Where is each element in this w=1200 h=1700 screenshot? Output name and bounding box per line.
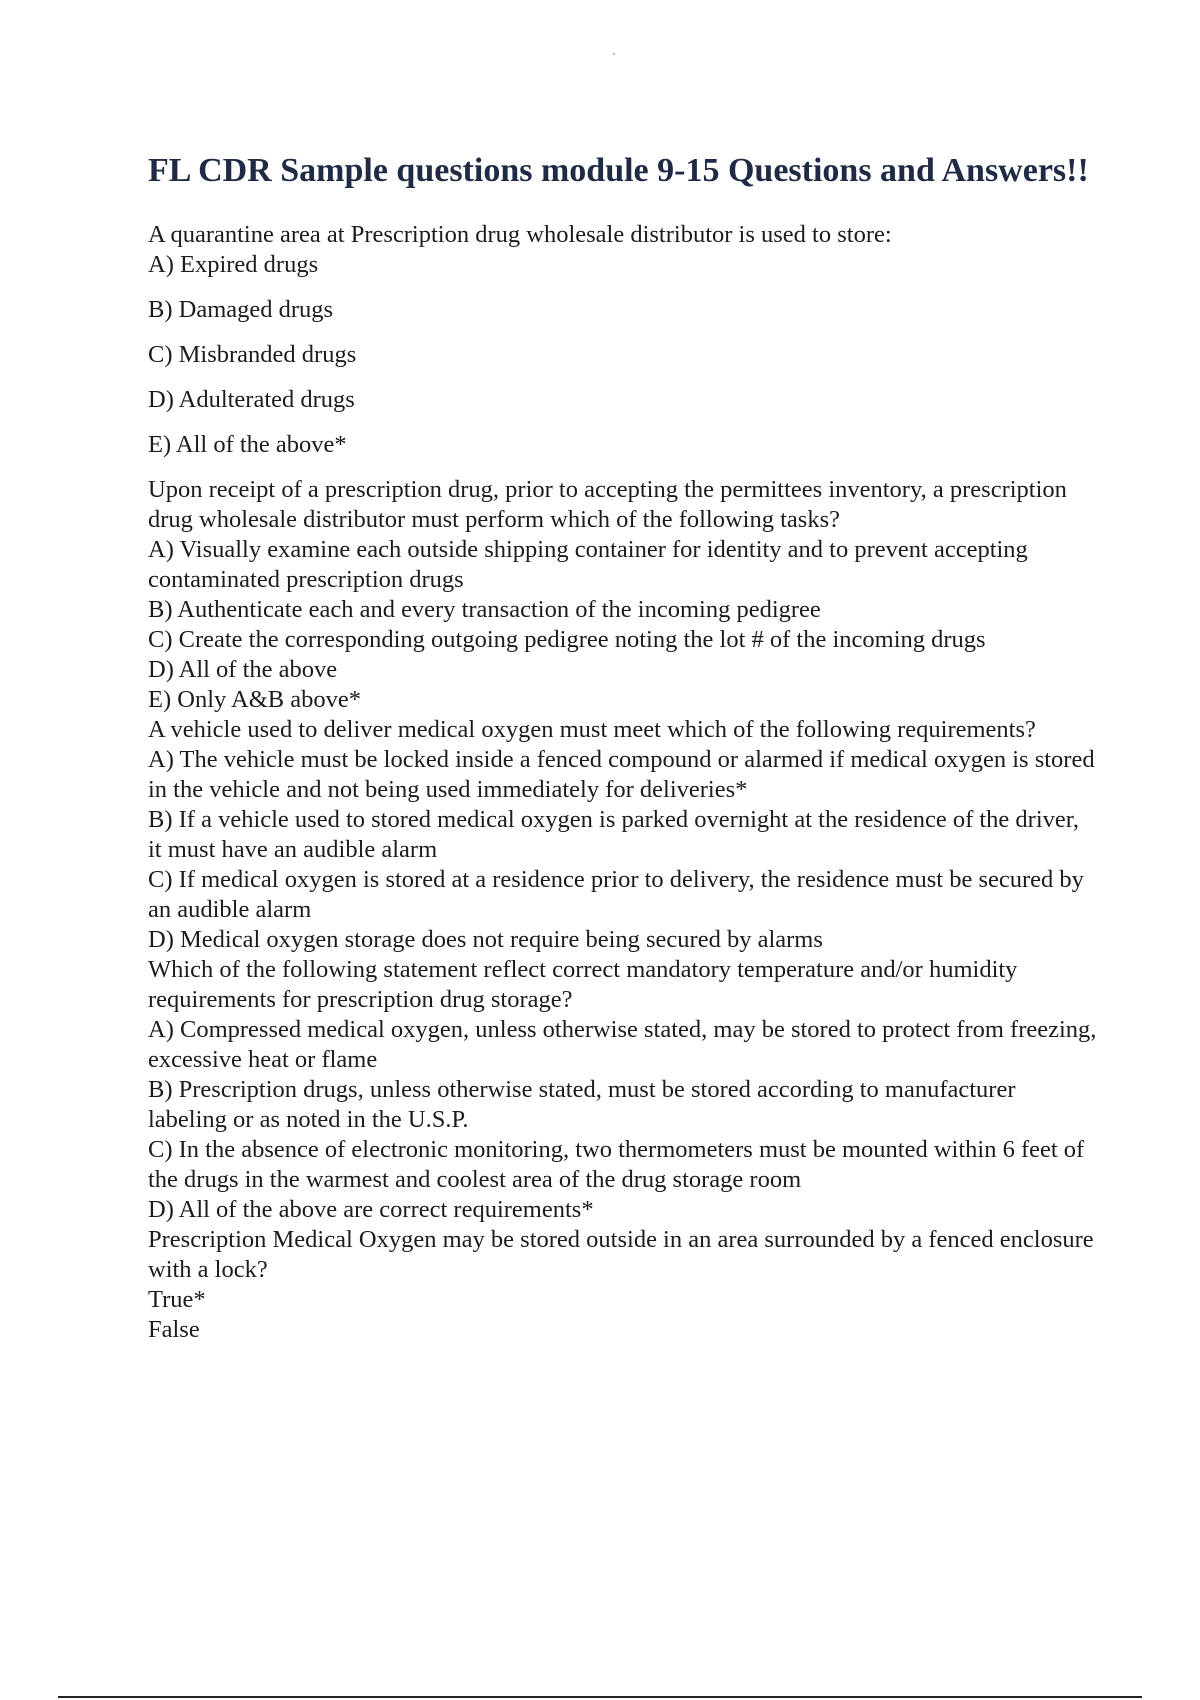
question-1-option-b: B) Damaged drugs <box>148 296 334 323</box>
question-1-option-d: D) Adulterated drugs <box>148 386 355 413</box>
question-5-text: Prescription Medical Oxygen may be stored outside in an area surrounded by a fenced enclosure with a lock? <box>148 1226 1094 1283</box>
question-4-option-d: D) All of the above are correct requirements* <box>148 1196 594 1223</box>
question-4-text: Which of the following statement reflect correct mandatory temperature and/or humidity requirements for prescription drug storage? <box>148 956 1018 1013</box>
question-3-text: A vehicle used to deliver medical oxygen must meet which of the following requirements? <box>148 716 1036 743</box>
scan-speck <box>613 53 615 55</box>
question-1-option-e: E) All of the above* <box>148 431 347 458</box>
question-3-option-b: B) If a vehicle used to stored medical oxygen is parked overnight at the residence of the driver, it must have an audible alarm <box>148 806 1080 863</box>
question-1-option-c: C) Misbranded drugs <box>148 341 357 368</box>
question-3-option-a: A) The vehicle must be locked inside a fenced compound or alarmed if medical oxygen is stored in the vehicle and not being used immediately for deliveries* <box>148 746 1095 803</box>
question-2-option-e: E) Only A&B above* <box>148 686 361 713</box>
question-1 <box>148 220 1098 460</box>
question-2-option-a: A) Visually examine each outside shipping container for identity and to prevent accepting contaminated prescription drugs <box>148 536 1028 593</box>
question-3-option-c: C) If medical oxygen is stored at a residence prior to delivery, the residence must be secured by an audible alarm <box>148 866 1084 923</box>
question-2-option-b: B) Authenticate each and every transaction of the incoming pedigree <box>148 596 821 623</box>
question-3 <box>148 715 1098 955</box>
question-2-option-c: C) Create the corresponding outgoing pedigree noting the lot # of the incoming drugs <box>148 626 986 653</box>
question-4-option-c: C) In the absence of electronic monitoring, two thermometers must be mounted within 6 feet of the drugs in the warmest and coolest area of the drug storage room <box>148 1136 1085 1193</box>
document-content <box>148 150 1098 1345</box>
question-5-option-false: False <box>148 1316 200 1343</box>
question-2 <box>148 475 1098 715</box>
question-1-text: A quarantine area at Prescription drug wholesale distributor is used to store: <box>148 221 892 248</box>
question-4 <box>148 955 1098 1225</box>
question-2-text: Upon receipt of a prescription drug, prior to accepting the permittees inventory, a prescription drug wholesale distributor must perform which of the following tasks? <box>148 476 1067 533</box>
question-5-option-true: True* <box>148 1286 206 1313</box>
question-5 <box>148 1225 1098 1345</box>
question-2-option-d: D) All of the above <box>148 656 338 683</box>
question-4-option-a: A) Compressed medical oxygen, unless otherwise stated, may be stored to protect from freezing, excessive heat or flame <box>148 1016 1097 1073</box>
bottom-divider <box>58 1696 1142 1698</box>
question-3-option-d: D) Medical oxygen storage does not require being secured by alarms <box>148 926 823 953</box>
question-4-option-b: B) Prescription drugs, unless otherwise stated, must be stored according to manufacturer labeling or as noted in the U.S.P. <box>148 1076 1016 1133</box>
page-title: FL CDR Sample questions module 9-15 Questions and Answers!! <box>148 152 1089 189</box>
question-1-option-a: A) Expired drugs <box>148 251 319 278</box>
